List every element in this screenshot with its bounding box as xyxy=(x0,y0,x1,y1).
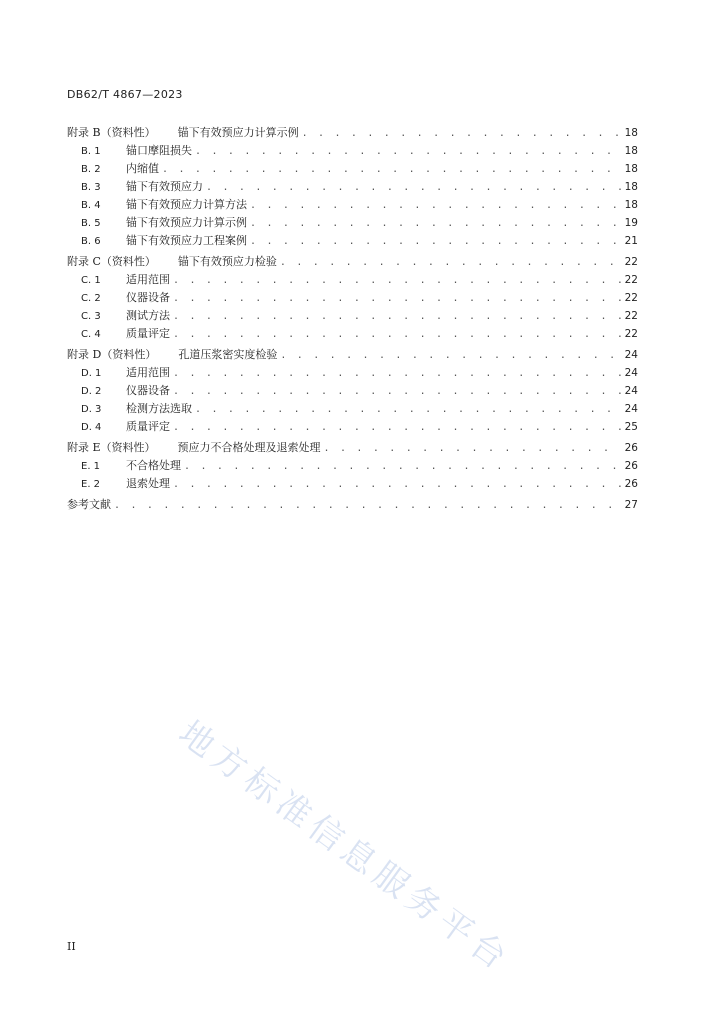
toc-leader-dots xyxy=(195,401,621,419)
toc-appendix-prefix: 附录 D（资料性） xyxy=(67,348,157,361)
toc-page-number: 26 xyxy=(624,478,638,490)
toc-leader-dots xyxy=(280,254,621,272)
toc-item-number: C. 1 xyxy=(81,275,101,286)
toc-leader-dots xyxy=(173,272,621,290)
toc-entry-appendix-b[interactable] xyxy=(67,124,638,142)
toc-item-number: C. 3 xyxy=(81,311,101,322)
toc-page-number: 24 xyxy=(624,385,638,397)
toc-page-number: 18 xyxy=(624,181,638,193)
toc-appendix-title: 预应力不合格处理及退索处理 xyxy=(177,441,321,454)
toc-item-number: C. 2 xyxy=(81,293,101,304)
toc-page-number: 22 xyxy=(624,328,638,340)
toc-leader-dots xyxy=(173,365,621,383)
toc-leader-dots xyxy=(195,143,621,161)
toc-item-title: 退索处理 xyxy=(126,477,170,490)
toc-entry-appendix-d[interactable] xyxy=(67,346,638,364)
toc-leader-dots xyxy=(184,458,621,476)
toc-page-number: 18 xyxy=(624,127,638,139)
toc-group-appendix-c xyxy=(67,253,638,343)
toc-leader-dots xyxy=(250,215,621,233)
toc-entry[interactable] xyxy=(67,418,638,436)
toc-item-number: D. 3 xyxy=(81,404,102,415)
toc-entry[interactable] xyxy=(67,364,638,382)
toc-item-title: 质量评定 xyxy=(126,420,170,433)
toc-item-number: E. 1 xyxy=(81,461,101,472)
toc-entry[interactable] xyxy=(67,160,638,178)
toc-references-title: 参考文献 xyxy=(67,498,111,511)
toc-page-number: 22 xyxy=(624,256,638,268)
toc-item-title: 适用范围 xyxy=(126,273,170,286)
toc-entry[interactable] xyxy=(67,142,638,160)
toc-entry[interactable] xyxy=(67,457,638,475)
toc-item-number: B. 2 xyxy=(81,164,101,175)
toc-item-number: E. 2 xyxy=(81,479,101,490)
toc-item-title: 锚下有效预应力计算方法 xyxy=(126,198,247,211)
toc-entry[interactable] xyxy=(67,232,638,250)
toc-page-number: 18 xyxy=(624,163,638,175)
toc-page-number: 26 xyxy=(624,442,638,454)
toc-group-appendix-d xyxy=(67,346,638,436)
toc-entry[interactable] xyxy=(67,271,638,289)
toc-entry[interactable] xyxy=(67,214,638,232)
toc-page-number: 25 xyxy=(624,421,638,433)
toc-entry[interactable] xyxy=(67,289,638,307)
toc-item-number: D. 1 xyxy=(81,368,102,379)
toc-page-number: 22 xyxy=(624,274,638,286)
toc-leader-dots xyxy=(250,233,621,251)
toc-page-number: 24 xyxy=(624,403,638,415)
toc-item-number: B. 4 xyxy=(81,200,101,211)
toc-item-title: 锚下有效预应力计算示例 xyxy=(126,216,247,229)
toc-item-title: 锚下有效预应力工程案例 xyxy=(126,234,247,247)
toc-item-title: 内缩值 xyxy=(126,162,159,175)
toc-page-number: 22 xyxy=(624,292,638,304)
page-number-footer: II xyxy=(67,940,76,953)
toc-item-title: 锚口摩阻损失 xyxy=(126,144,192,157)
toc-leader-dots xyxy=(173,290,621,308)
watermark: 地方标准信息服务平台 xyxy=(171,713,519,981)
toc-entry-appendix-c[interactable] xyxy=(67,253,638,271)
toc-entry[interactable] xyxy=(67,325,638,343)
toc-item-title: 仪器设备 xyxy=(126,291,170,304)
toc-item-title: 适用范围 xyxy=(126,366,170,379)
toc-item-title: 质量评定 xyxy=(126,327,170,340)
toc-group-appendix-e xyxy=(67,439,638,493)
toc-appendix-title: 锚下有效预应力计算示例 xyxy=(177,126,299,139)
toc-page-number: 19 xyxy=(624,217,638,229)
toc-entry-appendix-e[interactable] xyxy=(67,439,638,457)
toc-leader-dots xyxy=(173,419,621,437)
toc-leader-dots xyxy=(324,440,621,458)
toc-entry[interactable] xyxy=(67,382,638,400)
toc-group-appendix-b xyxy=(67,124,638,250)
toc-appendix-prefix: 附录 C（资料性） xyxy=(67,255,156,268)
toc-item-title: 仪器设备 xyxy=(126,384,170,397)
toc-item-title: 测试方法 xyxy=(126,309,170,322)
toc-page-number: 27 xyxy=(624,499,638,511)
toc-page-number: 18 xyxy=(624,145,638,157)
toc-item-title: 检测方法选取 xyxy=(126,402,192,415)
toc-page-number: 24 xyxy=(624,349,638,361)
toc-item-title: 锚下有效预应力 xyxy=(126,180,203,193)
toc-item-number: D. 2 xyxy=(81,386,102,397)
toc-item-number: C. 4 xyxy=(81,329,101,340)
toc-leader-dots xyxy=(206,179,621,197)
toc-leader-dots xyxy=(280,347,620,365)
toc-entry-references[interactable] xyxy=(67,496,638,514)
toc-item-number: B. 5 xyxy=(81,218,101,229)
table-of-contents xyxy=(67,124,638,514)
toc-entry[interactable] xyxy=(67,307,638,325)
toc-appendix-prefix: 附录 B（资料性） xyxy=(67,126,156,139)
toc-leader-dots xyxy=(173,383,621,401)
toc-page-number: 18 xyxy=(624,199,638,211)
toc-item-number: B. 1 xyxy=(81,146,101,157)
toc-entry[interactable] xyxy=(67,178,638,196)
toc-leader-dots xyxy=(173,476,621,494)
toc-leader-dots xyxy=(162,161,621,179)
toc-leader-dots xyxy=(114,497,621,515)
toc-item-number: B. 6 xyxy=(81,236,101,247)
toc-leader-dots xyxy=(173,326,621,344)
toc-leader-dots xyxy=(302,125,621,143)
document-code: DB62/T 4867—2023 xyxy=(67,88,183,101)
toc-item-number: D. 4 xyxy=(81,422,102,433)
toc-page-number: 26 xyxy=(624,460,638,472)
toc-entry[interactable] xyxy=(67,196,638,214)
toc-page-number: 22 xyxy=(624,310,638,322)
toc-page-number: 24 xyxy=(624,367,638,379)
toc-appendix-title: 孔道压浆密实度检验 xyxy=(178,348,278,361)
toc-item-number: B. 3 xyxy=(81,182,101,193)
toc-page-number: 21 xyxy=(624,235,638,247)
toc-entry[interactable] xyxy=(67,475,638,493)
toc-item-title: 不合格处理 xyxy=(126,459,181,472)
toc-leader-dots xyxy=(250,197,621,215)
toc-leader-dots xyxy=(173,308,621,326)
toc-appendix-title: 锚下有效预应力检验 xyxy=(177,255,277,268)
toc-appendix-prefix: 附录 E（资料性） xyxy=(67,441,156,454)
toc-entry[interactable] xyxy=(67,400,638,418)
